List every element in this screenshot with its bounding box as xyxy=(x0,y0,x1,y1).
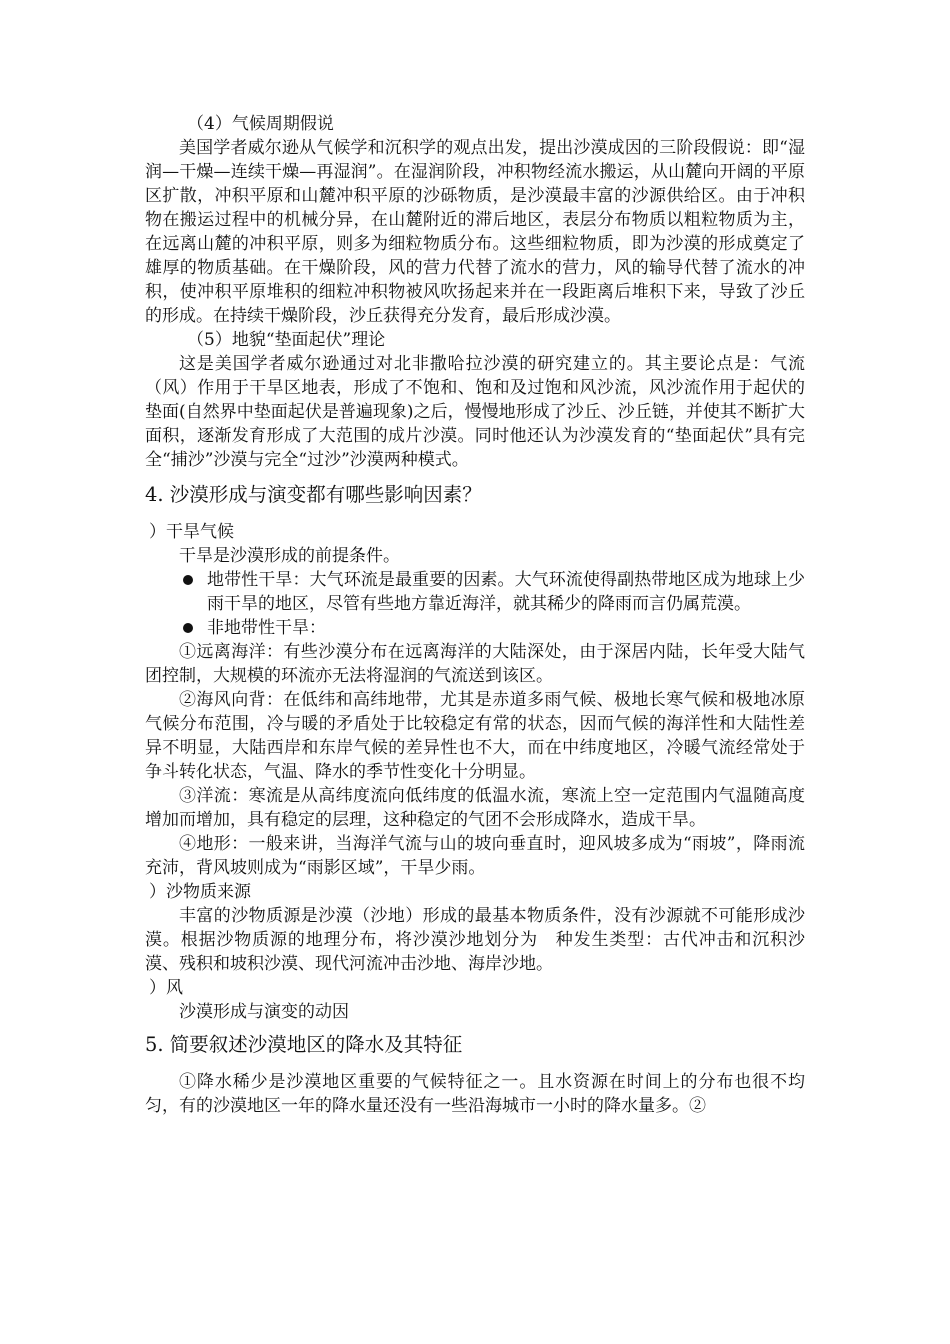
factor-wind-body: 沙漠形成与演变的动因 xyxy=(179,1002,349,1022)
bullet-zonal-drought-text: 地带性干旱：大气环流是最重要的因素。大气环流使得副热带地区成为地球上少雨干旱的地区，尽管有些地方靠近海洋，就其稀少的降雨而言仍属荒漠。 xyxy=(207,570,805,614)
factor-arid-climate-title: ）干旱气候 xyxy=(149,522,234,542)
question-4-heading: 4. 沙漠形成与演变都有哪些影响因素？ xyxy=(145,483,482,506)
section-heading-terrain-theory: （5）地貌“垫面起伏”理论 xyxy=(187,330,386,350)
bullet-dot-icon xyxy=(181,568,207,616)
paragraph-terrain-theory: 这是美国学者威尔逊通过对北非撒哈拉沙漠的研究建立的。其主要论点是：气流（风）作用于干旱区地表，形成了不饱和、饱和及过饱和风沙流，风沙流作用于起伏的垫面(自然界中垫面起伏是普遍现象)之后，慢慢地形成了沙丘、沙丘链，并使其不断扩大面积，逐渐发育形成了大范围的成片沙漠。同时他还认为沙漠发育的“垫面起伏”具有完全“捕沙”沙漠与完全“过沙”沙漠两种模式。 xyxy=(145,354,805,470)
item-ocean-current: ③洋流：寒流是从高纬度流向低纬度的低温水流，寒流上空一定范围内气温随高度增加而增加，具有稳定的层理，这种稳定的气团不会形成降水，造成干旱。 xyxy=(145,786,805,830)
question-5-heading: 5. 简要叙述沙漠地区的降水及其特征 xyxy=(145,1033,463,1056)
item-sea-wind: ②海风向背：在低纬和高纬地带，尤其是赤道多雨气候、极地长寒气候和极地冰原气候分布范围，冷与暖的矛盾处于比较稳定有常的状态，因而气候的海洋性和大陆性差异不明显，大陆西岸和东岸气候的差异性也不大，而在中纬度地区，冷暖气流经常处于争斗转化状态，气温、降水的季节性变化十分明显。 xyxy=(145,690,805,782)
bullet-azonal-drought-text: 非地带性干旱： xyxy=(207,618,326,638)
bullet-dot-icon xyxy=(181,616,207,640)
factor-arid-climate-intro: 干旱是沙漠形成的前提条件。 xyxy=(179,546,400,566)
factor-sand-source-title: ）沙物质来源 xyxy=(149,882,251,902)
paragraph-climate-cycle: 美国学者威尔逊从气候学和沉积学的观点出发，提出沙漠成因的三阶段假说：即“湿润—干燥—连续干燥—再湿润”。在湿润阶段，冲积物经流水搬运，从山麓向开阔的平原区扩散，冲积平原和山麓冲积平原的沙砾物质，是沙漠最丰富的沙源供给区。由于冲积物在搬运过程中的机械分异，在山麓附近的滞后地区，表层分布物质以粗粒物质为主，在远离山麓的冲积平原，则多为细粒物质分布。这些细粒物质，即为沙漠的形成奠定了雄厚的物质基础。在干燥阶段，风的营力代替了流水的营力，风的输导代替了流水的冲积，使冲积平原堆积的细粒冲积物被风吹扬起来并在一段距离后堆积下来，导致了沙丘的形成。在持续干燥阶段，沙丘获得充分发育，最后形成沙漠。 xyxy=(145,138,805,326)
bullet-azonal-drought xyxy=(145,616,805,640)
document-body xyxy=(145,112,805,1118)
factor-wind-title: ）风 xyxy=(149,978,183,998)
factor-sand-source-body: 丰富的沙物质源是沙漠（沙地）形成的最基本物质条件，没有沙源就不可能形成沙漠。根据沙物质源的地理分布，将沙漠沙地划分为 种发生类型：古代冲击和沉积沙漠、残积和坡积沙漠、现代河流冲击沙地、海岸沙地。 xyxy=(145,906,805,974)
item-terrain: ④地形：一般来讲，当海洋气流与山的坡向垂直时，迎风坡多成为“雨坡”，降雨流充沛，背风坡则成为“雨影区域”，干旱少雨。 xyxy=(145,834,805,878)
bullet-zonal-drought xyxy=(145,568,805,616)
item-far-from-ocean: ①远离海洋：有些沙漠分布在远离海洋的大陆深处，由于深居内陆，长年受大陆气团控制，大规模的环流亦无法将湿润的气流送到该区。 xyxy=(145,642,805,686)
paragraph-precipitation: ①降水稀少是沙漠地区重要的气候特征之一。且水资源在时间上的分布也很不均匀，有的沙漠地区一年的降水量还没有一些沿海城市一小时的降水量多。② xyxy=(145,1072,805,1116)
section-heading-climate-cycle: （4）气候周期假说 xyxy=(187,114,334,134)
